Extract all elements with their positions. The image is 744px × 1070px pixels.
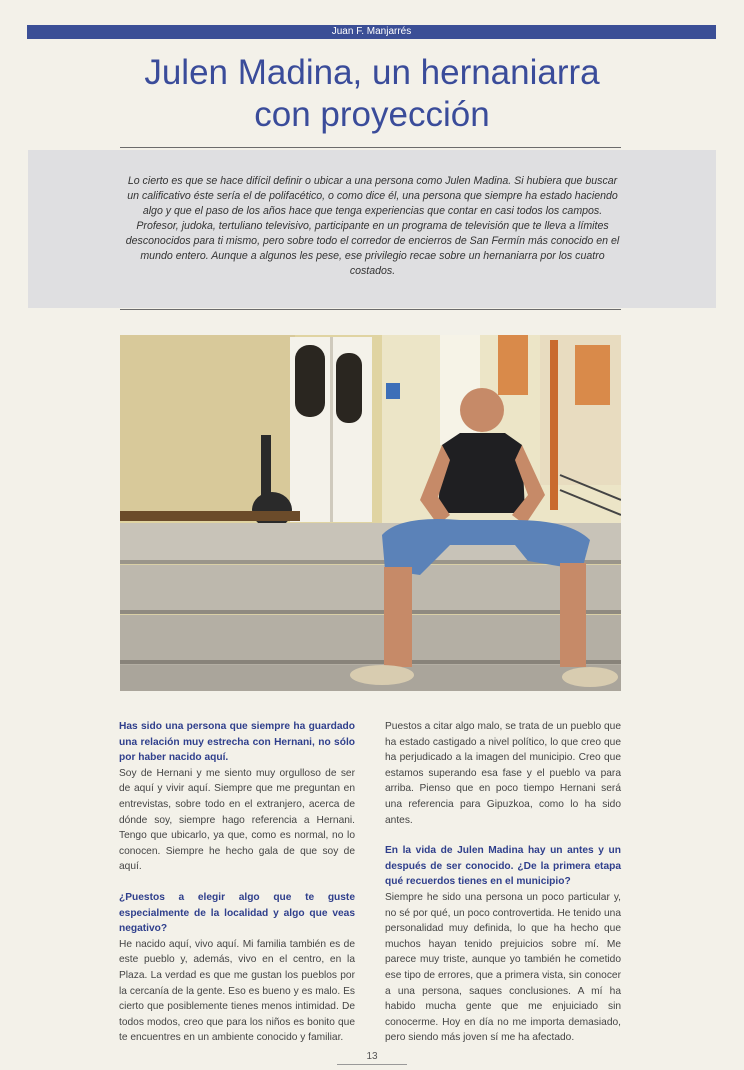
intro-text: Lo cierto es que se hace difícil definir o ubicar a una persona como Julen Madina. Si hubiera que buscar un calificativo éste sería el de polifacético, o como dice él, una persona que siempre ha estado haciendo algo y que el paso de los años hace que tenga experiencias que contar en casi todos los campos. Profesor, judoka, tertuliano televisivo, participante en un programa de televisión que te lleva a límites desconocidos para ti mismo, pero sobre todo el corredor de encierros de San Fermín más conocido en el mundo entero. Aunque a algunos les pese, ese privilegio recae sobre un hernaniarra por los cuatro costados. bbox=[125, 175, 620, 277]
photo-illustration bbox=[120, 335, 621, 691]
page-number-rule bbox=[337, 1064, 407, 1065]
question-2: ¿Puestos a elegir algo que te guste especialmente de la localidad y algo que veas negativo? bbox=[119, 891, 355, 935]
right-column bbox=[385, 719, 621, 1046]
author-name: Juan F. Manjarrés bbox=[331, 26, 412, 37]
answer-1: Soy de Hernani y me siento muy orgulloso de ser de aquí y vivir aquí. Siempre que me preguntan en entrevistas, sobre todo en el extranjero, acerca de dónde soy, siempre hago referencia a Hernani. Tengo que ubicarlo, ya que, como es normal, no lo conocen. Siempre he hecho gala de que soy de aquí. bbox=[119, 767, 355, 873]
answer-2: He nacido aquí, vivo aquí. Mi familia también es de este pueblo y, además, vivo en el centro, en la Plaza. La verdad es que me gustan los pueblos por la cercanía de la gente. Eso es bueno y es malo. Es cierto que posiblemente tienes menos intimidad. De todos modos, creo que para los niños es bonito que te encuentres en un ambiente conocido y familiar. bbox=[119, 938, 355, 1044]
question-3: En la vida de Julen Madina hay un antes y un después de ser conocido. ¿De la primera etapa qué recuerdos tienes en el municipio? bbox=[385, 845, 621, 888]
article-title bbox=[60, 52, 684, 136]
title-divider bbox=[120, 147, 621, 148]
answer-2-continued: Puestos a citar algo malo, se trata de un pueblo que ha estado castigado a nivel político, lo que creo que ha perjudicado a la imagen del municipio. Creo que estamos superando esa fase y el pueblo va para arriba. Pienso que en poco tiempo Hernani será una referencia para Gipuzkoa, como lo ha sido antes. bbox=[385, 721, 621, 826]
question-1: Has sido una persona que siempre ha guardado una relación muy estrecha con Hernani, no sólo por haber nacido aquí. bbox=[119, 721, 355, 764]
page-number: 13 bbox=[366, 1051, 378, 1062]
answer-3: Siempre he sido una persona un poco particular y, no sé por qué, un poco controvertida. He tenido una personalidad muy definida, lo que ha hecho que muchos hayan tenido prejuicios sobre mí. Me parece muy triste, aunque yo también he cometido ese tipo de errores, que a primera vista, sin conocer a una persona, saques conclusiones. A mí ha habido mucha gente que me enjuiciado sin conocerme. Hoy en día no me importa demasiado, pero siendo más joven sí me ha afectado. bbox=[385, 891, 621, 1044]
left-column bbox=[119, 719, 355, 1046]
author-bar bbox=[27, 25, 716, 39]
paragraph-gap bbox=[385, 828, 621, 843]
paragraph-gap bbox=[119, 875, 355, 890]
title-line-2: con proyección bbox=[254, 95, 490, 134]
intro-divider bbox=[120, 309, 621, 310]
title-line-1: Julen Madina, un hernaniarra bbox=[144, 53, 600, 92]
article-photo bbox=[120, 335, 621, 691]
